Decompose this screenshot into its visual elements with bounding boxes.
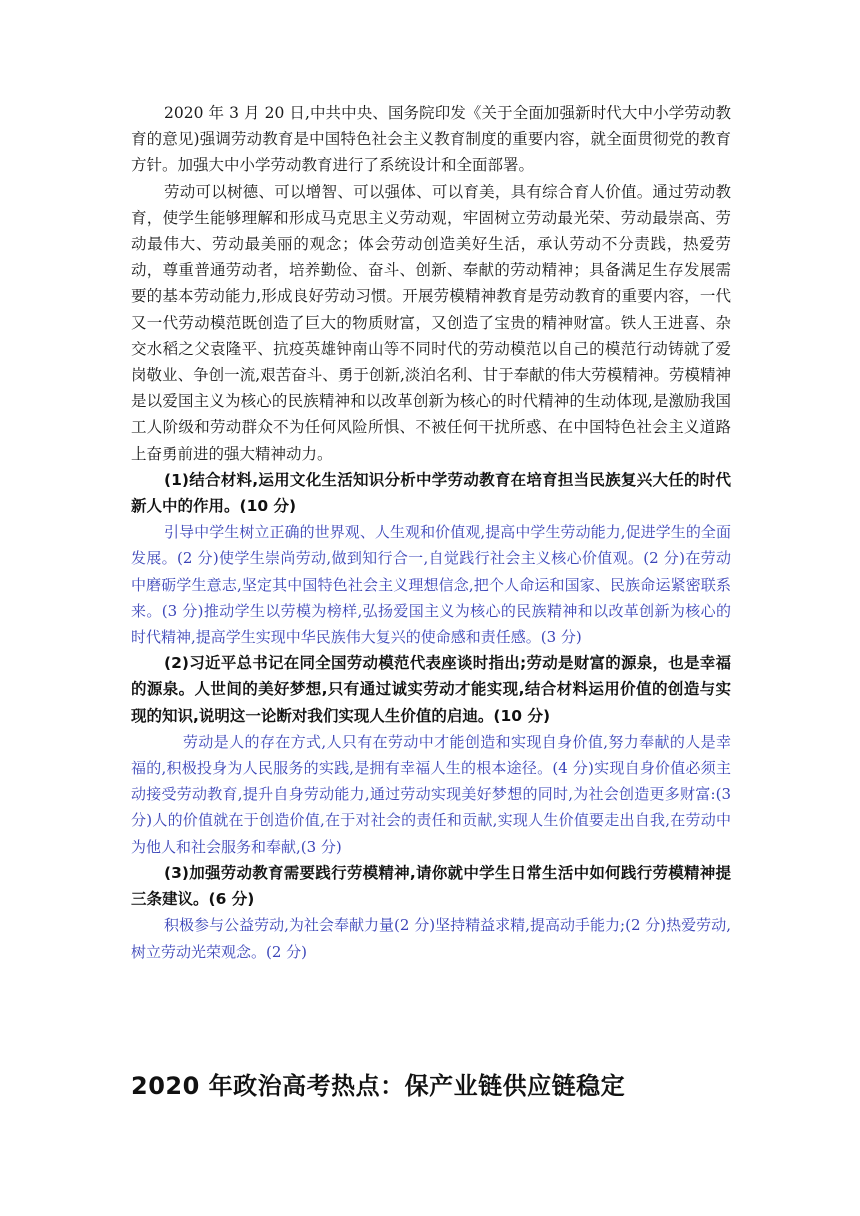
document-body bbox=[131, 100, 731, 965]
answer-2: 劳动是人的存在方式,人只有在劳动中才能创造和实现自身价值,努力奉献的人是幸福的,积极投身为人民服务的实践,是拥有幸福人生的根本途径。(4 分)实现自身价值必须主动接受劳动教育,提升自身劳动能力,通过劳动实现美好梦想的同时,为社会创造更多财富:(3 分)人的价值就在于创造价值,在于对社会的责任和贡献,实现人生价值要走出自我,在劳动中为他人和社会服务和奉献,(3 分) bbox=[131, 732, 731, 856]
answer-3: 积极参与公益劳动,为社会奉献力量(2 分)坚持精益求精,提高动手能力;(2 分)热爱劳动,树立劳动光荣观念。(2 分) bbox=[131, 916, 731, 961]
section-heading: 2020 年政治高考热点：保产业链供应链稳定 bbox=[131, 1072, 626, 1100]
question-1: (1)结合材料,运用文化生活知识分析中学劳动教育在培育担当民族复兴大任的时代新人中的作用。(10 分) bbox=[131, 470, 731, 516]
question-2: (2)习近平总书记在同全国劳动模范代表座谈时指出;劳动是财富的源泉，也是幸福的源泉。人世间的美好梦想,只有通过诚实劳动才能实现,结合材料运用价值的创造与实现的知识,说明这一论断对我们实现人生价值的启迪。(10 分) bbox=[131, 654, 731, 725]
answer-1: 引导中学生树立正确的世界观、人生观和价值观,提高中学生劳动能力,促进学生的全面发展。(2 分)使学生崇尚劳动,做到知行合一,自觉践行社会主义核心价值观。(2 分)在劳动中磨砺学生意志,坚定其中国特色社会主义理想信念,把个人命运和国家、民族命运紧密联系来。(3 分)推动学生以劳模为榜样,弘扬爱国主义为核心的民族精神和以改革创新为核心的时代精神,提高学生实现中华民族伟大复兴的使命感和责任感。(3 分) bbox=[131, 523, 731, 647]
intro-paragraph-1: 2020 年 3 月 20 日,中共中央、国务院印发《关于全面加强新时代大中小学劳动教育的意见)强调劳动教育是中国特色社会主义教育制度的重要内容，就全面贯彻党的教育方针。加强大中小学劳动教育进行了系统设计和全面部署。 bbox=[131, 104, 731, 175]
question-3: (3)加强劳动教育需要践行劳模精神,请你就中学生日常生活中如何践行劳模精神提三条建议。(6 分) bbox=[131, 863, 731, 909]
intro-paragraph-2: 劳动可以树德、可以增智、可以强体、可以育美，具有综合育人价值。通过劳动教育，使学生能够理解和形成马克思主义劳动观，牢固树立劳动最光荣、劳动最崇高、劳动最伟大、劳动最美丽的观念；体会劳动创造美好生活，承认劳动不分责践，热爱劳动，尊重普通劳动者，培养勤俭、奋斗、创新、奉献的劳动精神；具备满足生存发展需要的基本劳动能力,形成良好劳动习惯。开展劳模精神教育是劳动教育的重要内容，一代又一代劳动模范既创造了巨大的物质财富，又创造了宝贵的精神财富。铁人王进喜、杂交水稻之父袁隆平、抗疫英雄钟南山等不同时代的劳动模范以自己的模范行动铸就了爱岗敬业、争创一流,艰苦奋斗、勇于创新,淡泊名利、甘于奉献的伟大劳模精神。劳模精神是以爱国主义为核心的民族精神和以改革创新为核心的时代精神的生动体现,是激励我国工人阶级和劳动群众不为任何风险所惧、不被任何干扰所惑、在中国特色社会主义道路上奋勇前进的强大精神动力。 bbox=[131, 182, 731, 463]
